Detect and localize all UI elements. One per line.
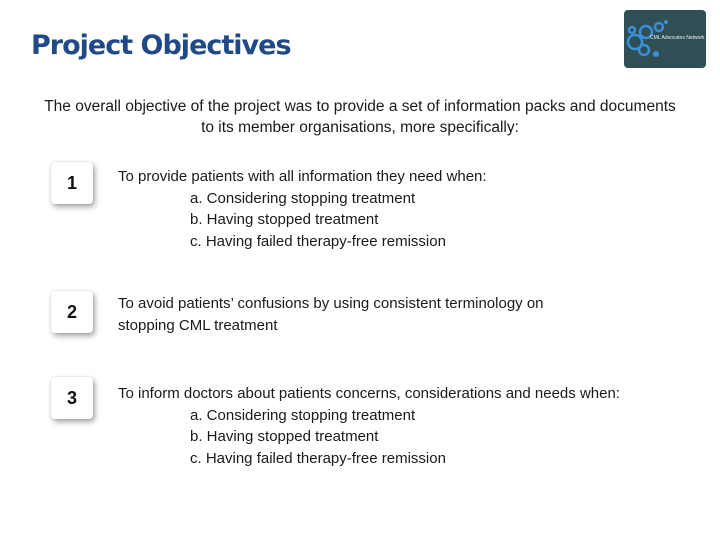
page-title: Project Objectives <box>31 30 291 61</box>
objective-main-line: To inform doctors about patients concerns, considerations and needs when: <box>118 385 620 402</box>
objective-main-line: stopping CML treatment <box>118 316 278 334</box>
objective-number-badge: 2 <box>51 291 93 333</box>
objective-main-line: To provide patients with all information they need when: <box>118 168 487 185</box>
objective-subitem: b. Having stopped treatment <box>190 428 379 445</box>
objective-number-badge: 1 <box>51 162 93 204</box>
logo-text: CML Advocates Network <box>650 35 705 41</box>
objective-main-line: To avoid patients’ confusions by using consistent terminology on <box>118 295 544 312</box>
objective-subitem: b. Having stopped treatment <box>190 211 379 228</box>
objective-subitem: a. Considering stopping treatment <box>190 406 416 424</box>
intro-paragraph: The overall objective of the project was to provide a set of information packs and documents to its member organisations, more specifically: <box>44 98 676 136</box>
objective-text <box>118 293 698 336</box>
objective-text <box>118 383 698 469</box>
objective-subitem: c. Having failed therapy-free remission <box>190 449 446 467</box>
cml-advocates-network-logo <box>624 10 706 68</box>
objective-text <box>118 166 698 252</box>
objective-number-badge: 3 <box>51 377 93 419</box>
objective-subitem: c. Having failed therapy-free remission <box>190 232 446 250</box>
objective-subitem: a. Considering stopping treatment <box>190 189 416 207</box>
